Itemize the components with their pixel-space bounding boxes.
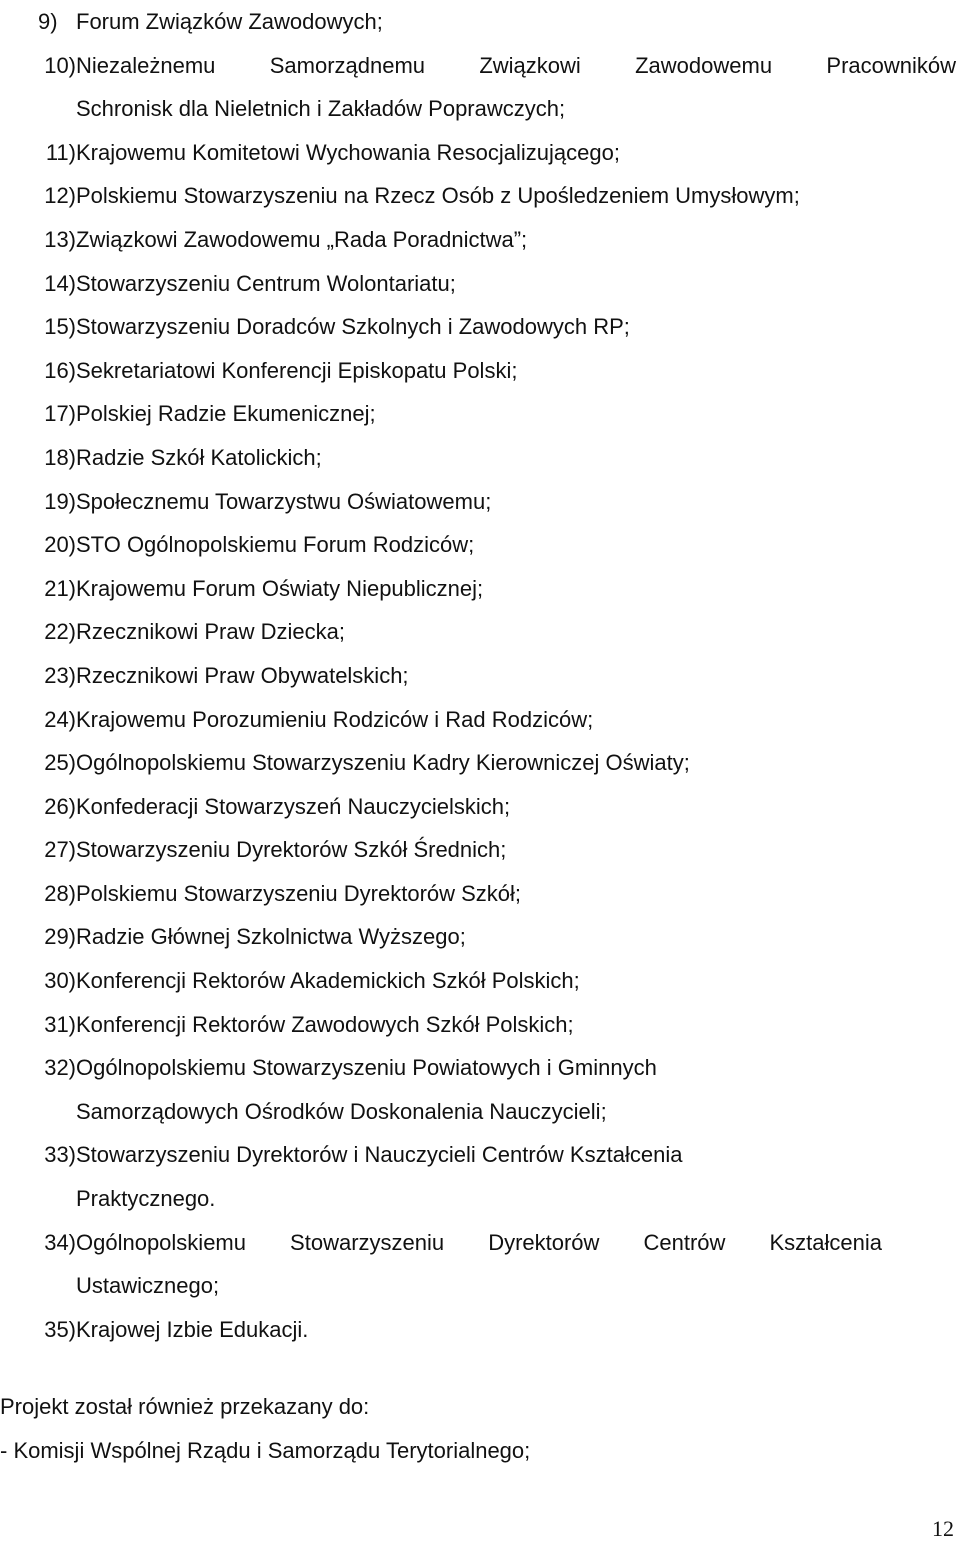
- list-item: [0, 174, 960, 218]
- item-text: Społecznemu Towarzystwu Oświatowemu;: [76, 488, 492, 514]
- item-number: 22): [44, 619, 76, 645]
- item-text: Konfederacji Stowarzyszeń Nauczycielskich;: [76, 793, 511, 819]
- item-text: Krajowemu Porozumieniu Rodziców i Rad Rodziców;: [76, 706, 594, 732]
- item-text: Konferencji Rektorów Akademickich Szkół Polskich;: [76, 968, 580, 994]
- item-number: 27): [44, 837, 76, 863]
- item-continuation: Samorządowych Ośrodków Doskonalenia Nauczycieli;: [76, 1098, 607, 1124]
- item-continuation: Praktycznego.: [76, 1186, 216, 1212]
- item-number: 24): [44, 706, 76, 732]
- item-text: Sekretariatowi Konferencji Episkopatu Polski;: [76, 357, 518, 383]
- item-text: Rzecznikowi Praw Dziecka;: [76, 619, 345, 645]
- list-item: [0, 872, 960, 916]
- item-text: Ogólnopolskiemu Stowarzyszeniu Kadry Kierowniczej Oświaty;: [76, 750, 690, 776]
- item-number: 35): [44, 1316, 76, 1342]
- item-text: Krajowej Izbie Edukacji.: [76, 1316, 309, 1342]
- item-text: Ogólnopolskiemu Stowarzyszeniu Powiatowych i Gminnych: [76, 1055, 657, 1081]
- list-item: [0, 567, 960, 611]
- item-text: Polskiej Radzie Ekumenicznej;: [76, 401, 376, 427]
- recipient-line: - Komisji Wspólnej Rządu i Samorządu Terytorialnego;: [0, 1437, 531, 1463]
- item-number: 9): [38, 9, 58, 34]
- list-item: [0, 392, 960, 436]
- item-text: Polskiemu Stowarzyszeniu Dyrektorów Szkół;: [76, 880, 522, 906]
- list-item: [0, 523, 960, 567]
- item-text: STO Ogólnopolskiemu Forum Rodziców;: [76, 532, 475, 558]
- item-number: 23): [44, 662, 76, 688]
- item-number: 28): [44, 880, 76, 906]
- item-number: 26): [44, 793, 76, 819]
- item-text: Krajowemu Komitetowi Wychowania Resocjalizującego;: [76, 139, 620, 165]
- item-number: 33): [44, 1142, 76, 1168]
- item-number: 29): [44, 924, 76, 950]
- item-text: Radzie Głównej Szkolnictwa Wyższego;: [76, 924, 466, 950]
- item-text: Ogólnopolskiemu Stowarzyszeniu Dyrektorów Centrów Kształcenia: [76, 1229, 882, 1255]
- page-number: 12: [932, 1516, 954, 1541]
- item-text: Krajowemu Forum Oświaty Niepublicznej;: [76, 575, 484, 601]
- item-number: 30): [44, 968, 76, 994]
- item-number: 15): [44, 314, 76, 340]
- list-item: [0, 915, 960, 959]
- list-item: [0, 1003, 960, 1047]
- item-text: Forum Związków Zawodowych;: [76, 9, 383, 34]
- list-item: [0, 480, 960, 524]
- intro-text: Projekt został również przekazany do:: [0, 1394, 370, 1419]
- item-text: Stowarzyszeniu Dyrektorów Szkół Średnich;: [76, 837, 507, 863]
- list-item: [0, 44, 960, 88]
- item-text: Konferencji Rektorów Zawodowych Szkół Polskich;: [76, 1011, 574, 1037]
- item-number: 12): [44, 183, 76, 209]
- list-item: [0, 610, 960, 654]
- item-number: 18): [44, 444, 76, 470]
- item-continuation: Ustawicznego;: [76, 1273, 220, 1299]
- list-item: [0, 218, 960, 262]
- item-number: 34): [44, 1229, 76, 1255]
- list-item: [0, 828, 960, 872]
- list-item: [0, 741, 960, 785]
- list-item: [0, 349, 960, 393]
- list-item: [0, 0, 960, 44]
- item-number: 11): [45, 139, 76, 165]
- item-text: Polskiemu Stowarzyszeniu na Rzecz Osób z Upośledzeniem Umysłowym;: [76, 183, 800, 209]
- item-number: 14): [44, 270, 76, 296]
- item-number: 17): [44, 401, 76, 427]
- list-item: [0, 1308, 960, 1352]
- list-item: [0, 131, 960, 175]
- item-text: Rzecznikowi Praw Obywatelskich;: [76, 662, 409, 688]
- item-text: Stowarzyszeniu Dyrektorów i Nauczycieli Centrów Kształcenia: [76, 1142, 683, 1168]
- list-item: [0, 305, 960, 349]
- list-item: [0, 1046, 960, 1090]
- item-number: 13): [44, 226, 76, 252]
- item-text: Radzie Szkół Katolickich;: [76, 444, 322, 470]
- list-item: [0, 1221, 960, 1265]
- item-number: 19): [44, 488, 76, 514]
- item-number: 31): [44, 1011, 76, 1037]
- additional-recipients: [0, 1385, 960, 1472]
- list-item: [0, 436, 960, 480]
- item-number: 32): [44, 1055, 76, 1081]
- list-item: [0, 262, 960, 306]
- item-number: 21): [44, 575, 76, 601]
- list-item: [0, 698, 960, 742]
- list-item: [0, 959, 960, 1003]
- list-item: [0, 654, 960, 698]
- item-number: 25): [44, 750, 76, 776]
- item-continuation: Schronisk dla Nieletnich i Zakładów Poprawczych;: [76, 96, 566, 122]
- item-text: Niezależnemu Samorządnemu Związkowi Zawodowemu Pracowników: [76, 52, 956, 78]
- list-item: [0, 1133, 960, 1177]
- item-number: 16): [44, 357, 76, 383]
- item-text: Związkowi Zawodowemu „Rada Poradnictwa”;: [76, 226, 528, 252]
- item-number: 20): [44, 532, 76, 558]
- item-text: Stowarzyszeniu Doradców Szkolnych i Zawodowych RP;: [76, 314, 630, 340]
- list-item: [0, 785, 960, 829]
- item-number: 10): [44, 52, 76, 78]
- item-text: Stowarzyszeniu Centrum Wolontariatu;: [76, 270, 456, 296]
